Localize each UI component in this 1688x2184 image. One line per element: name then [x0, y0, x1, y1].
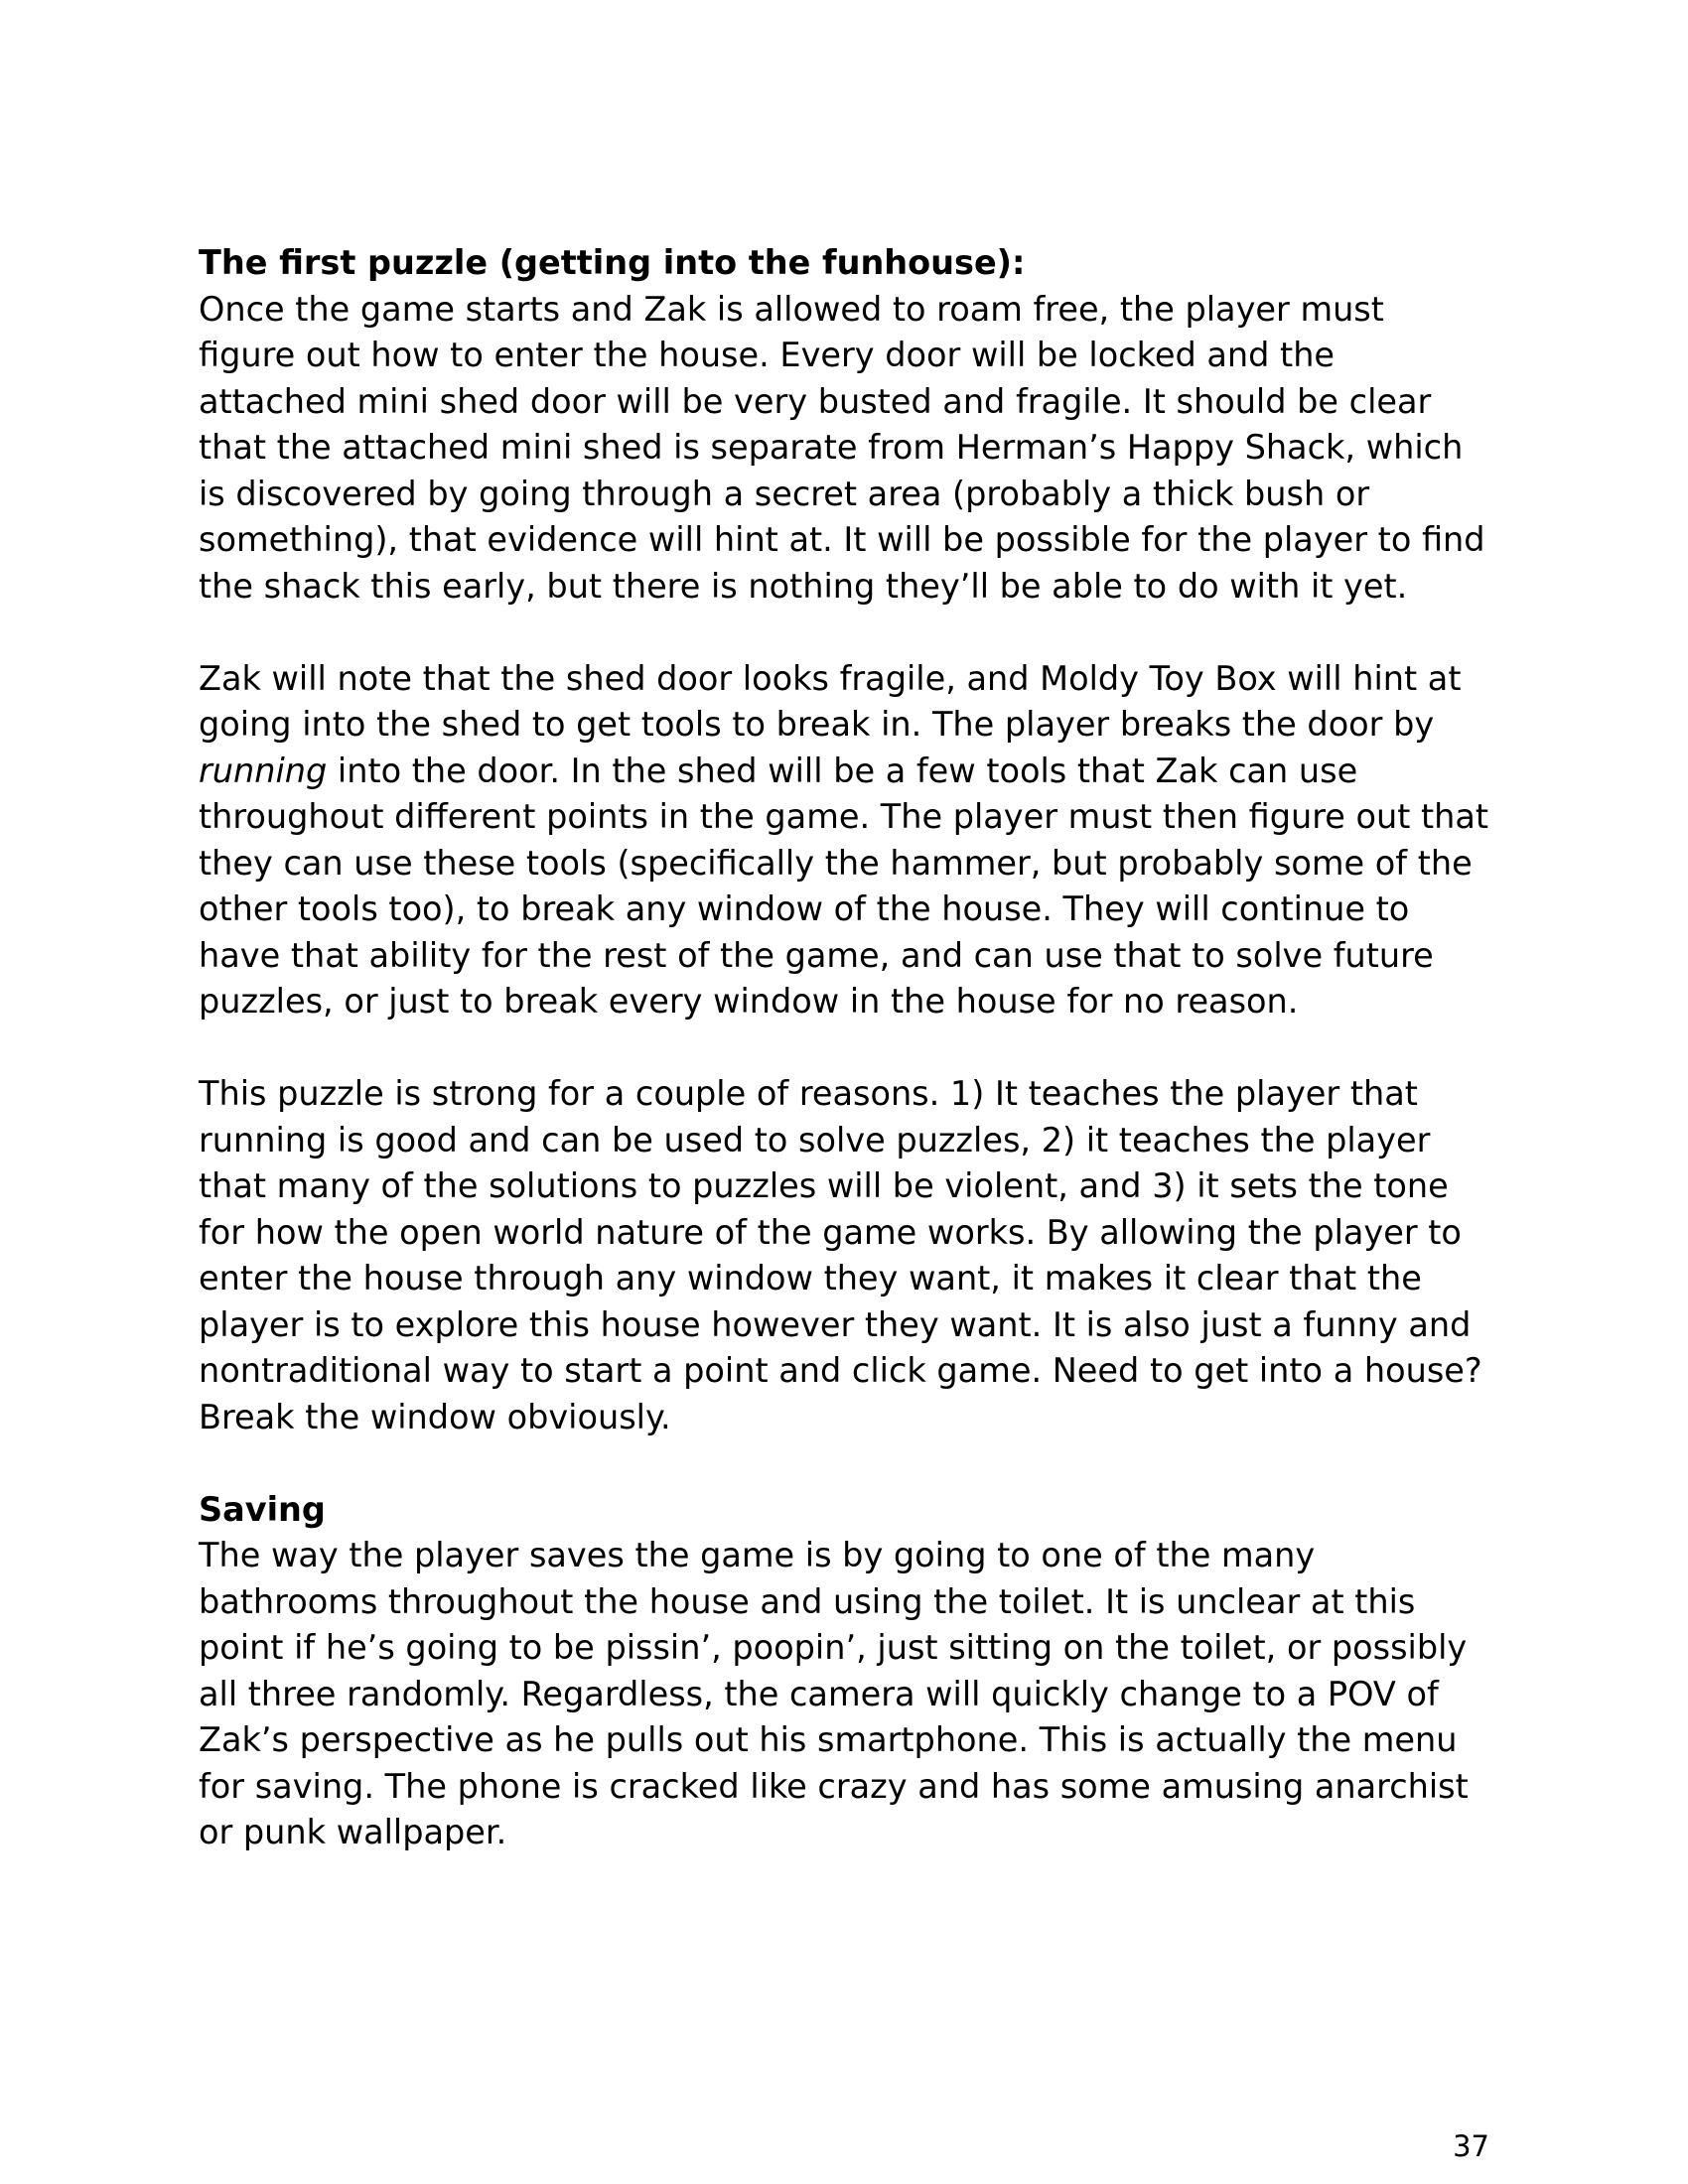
section-heading-saving: Saving	[199, 1489, 326, 1529]
paragraph-saving: The way the player saves the game is by going to one of the many bathrooms throughout the house and using the toilet. It is unclear at this point if he’s going to be pissin’, poopin’, just sitting on the toilet, or possibly all three randomly. Regardless, the camera will quickly change to a POV of Zak’s perspective as he pulls out his smartphone. This is actually the menu for saving. The phone is cracked like crazy and has some amusing anarchist or punk wallpaper.	[199, 1536, 1469, 1851]
section-heading-first-puzzle: The first puzzle (getting into the funhouse):	[199, 243, 1026, 282]
paragraph-shed-door	[199, 656, 1489, 1025]
page-number: 37	[1453, 2129, 1489, 2163]
paragraph-gap	[199, 1440, 1489, 1487]
paragraph-shed-door-text-end: into the door. In the shed will be a few tools that Zak can use throughout different points in the game. The player must then figure out that they can use these tools (specifically the hammer, but probably some of the other tools too), to break any window of the house. They will continue to have that ability for the rest of the game, and can use that to solve future puzzles, or just to break every window in the house for no reason.	[199, 751, 1489, 1021]
document-page	[199, 240, 1489, 1856]
paragraph-first-puzzle-intro: Once the game starts and Zak is allowed to roam free, the player must figure out how to enter the house. Every door will be locked and the attached mini shed door will be very busted and fragile. It should be clear that the attached mini shed is separate from Herman’s Happy Shack, which is discovered by going through a secret area (probably a thick bush or something), that evidence will hint at. It will be possible for the player to find the shack this early, but there is nothing they’ll be able to do with it yet.	[199, 289, 1485, 606]
paragraph-puzzle-reasons: This puzzle is strong for a couple of reasons. 1) It teaches the player that running is good and can be used to solve puzzles, 2) it teaches the player that many of the solutions to puzzles will be violent, and 3) it sets the tone for how the open world nature of the game works. By allowing the player to enter the house through any window they want, it makes it clear that the player is to explore this house however they want. It is also just a funny and nontraditional way to start a point and click game. Need to get into a house? Break the window obviously.	[199, 1074, 1482, 1436]
paragraph-gap	[199, 610, 1489, 656]
paragraph-shed-door-text-start: Zak will note that the shed door looks fragile, and Moldy Toy Box will hint at going into the shed to get tools to break in. The player breaks the door by	[199, 658, 1462, 744]
paragraph-gap	[199, 1025, 1489, 1072]
emphasis-running: running	[199, 751, 328, 790]
